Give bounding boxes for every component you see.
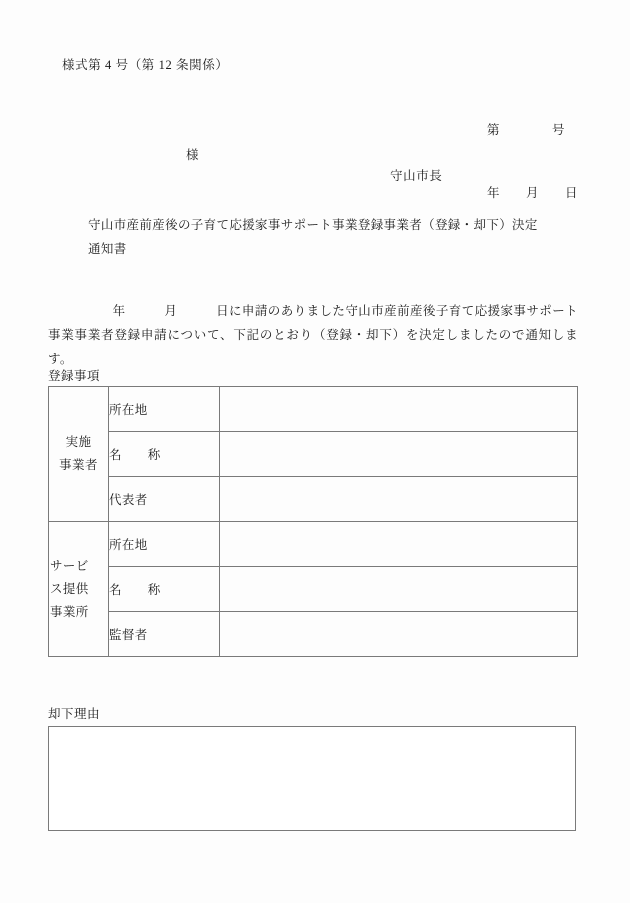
group-label-text: 事業所 — [50, 604, 89, 619]
table-row — [49, 612, 578, 657]
group-label-line — [49, 555, 108, 578]
registration-section-label: 登録事項 — [48, 369, 101, 383]
group-label-text: サービ — [50, 558, 89, 573]
row-label-supervisor: 監督者 — [109, 612, 220, 657]
page-title-line-1: 守山市産前産後の子育て応援家事サポート事業登録事業者（登録・却下）決定 — [88, 218, 538, 232]
page-title — [88, 213, 568, 261]
rejection-section-label: 却下理由 — [48, 707, 101, 721]
document-date-line: 年 月 日 — [486, 186, 578, 200]
group-label-line: 事業者 — [59, 458, 98, 472]
group-label-line — [49, 601, 108, 624]
row-value-representative[interactable] — [220, 477, 578, 522]
table-row — [49, 477, 578, 522]
row-label-name: 名 称 — [109, 432, 220, 477]
body-paragraph: 年 月 日に申請のありました守山市産前産後子育て応援家事サポート事業事業者登録申請について、下記のとおり（登録・却下）を決定しましたので通知します。 — [48, 304, 578, 366]
table-row — [49, 387, 578, 432]
row-value-address[interactable] — [220, 387, 578, 432]
row-label-address: 所在地 — [109, 522, 220, 567]
table-row — [49, 432, 578, 477]
issuer-name: 守山市長 — [390, 169, 443, 183]
document-number-line: 第 号 — [486, 123, 565, 137]
row-value-address[interactable] — [220, 522, 578, 567]
rejection-reason-box[interactable] — [48, 726, 576, 831]
row-value-supervisor[interactable] — [220, 612, 578, 657]
registration-table — [48, 386, 578, 657]
form-number: 様式第 4 号（第 12 条関係） — [62, 58, 229, 72]
group-label-service-office — [49, 522, 109, 657]
row-value-name[interactable] — [220, 567, 578, 612]
row-value-name[interactable] — [220, 432, 578, 477]
page-title-line-2: 通知書 — [88, 242, 127, 256]
group-label-implementing-business — [49, 387, 109, 522]
row-label-representative: 代表者 — [109, 477, 220, 522]
group-label-text: ス提供 — [50, 581, 89, 596]
row-label-name: 名 称 — [109, 567, 220, 612]
group-label-line — [49, 578, 108, 601]
group-label-line: 実施 — [65, 435, 92, 449]
table-row — [49, 522, 578, 567]
table-row — [49, 567, 578, 612]
addressee-honorific: 様 — [186, 148, 200, 162]
row-label-address: 所在地 — [109, 387, 220, 432]
